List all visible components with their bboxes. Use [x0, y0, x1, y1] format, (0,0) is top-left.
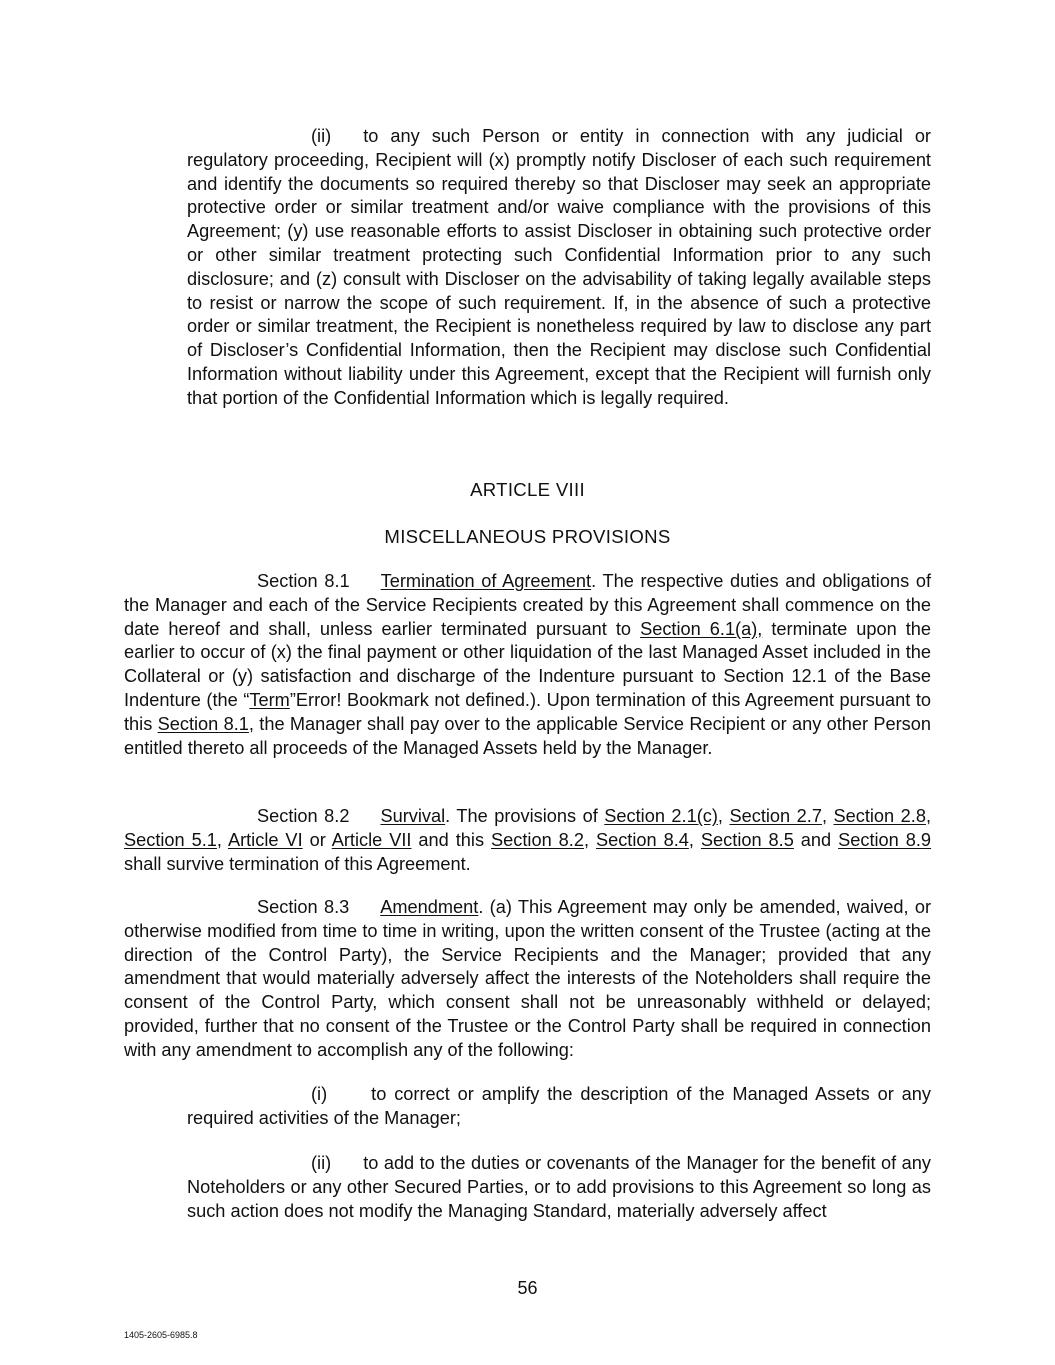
section-number: Section 8.2	[257, 806, 350, 826]
clause-text: to add to the duties or covenants of the Manager for the benefit of any Noteholders or any other Secured Parties, or to add provisions to this Agreement so long as such action does not modify the Managing Standard, materially adversely affect	[187, 1153, 931, 1221]
separator: and this	[411, 829, 492, 850]
separator: ,	[925, 806, 932, 826]
cross-reference-link[interactable]: Section 2.1(c)	[604, 806, 718, 826]
section-text: ”Error! Bookmark not defined.). Upon termination of this Agreement pursuant to this	[124, 689, 931, 734]
separator: and	[793, 829, 839, 850]
section-text: . The respective duties and obligations of the Manager and each of the Service Recipients created by this Agreement shall commence on the date hereof and shall, unless earlier terminated pursuant to	[124, 571, 932, 639]
cross-reference-link[interactable]: Section 8.5	[700, 829, 794, 850]
document-id: 1405-2605-6985.8	[124, 1330, 198, 1340]
cross-reference-link[interactable]: Section 2.7	[729, 806, 822, 826]
continued-clause-ii	[187, 125, 931, 411]
separator: ,	[216, 829, 228, 850]
section-number: Section 8.3	[257, 897, 350, 917]
clause-i	[187, 1083, 931, 1131]
cross-reference-link[interactable]: Section 8.4	[595, 829, 689, 850]
page-number: 56	[517, 1278, 538, 1298]
article-title: ARTICLE VIII	[470, 479, 585, 500]
defined-term: Term	[249, 689, 290, 710]
section-heading: Amendment	[380, 897, 479, 917]
separator: or	[302, 829, 332, 850]
section-text: shall survive termination of this Agreement.	[124, 853, 471, 874]
clause-text: to correct or amplify the description of the Managed Assets or any required activities of the Manager;	[187, 1084, 931, 1128]
cross-reference-link[interactable]: Article VII	[331, 829, 412, 850]
separator: ,	[583, 829, 596, 850]
clause-marker: (ii)	[311, 126, 332, 146]
section-8-3	[124, 896, 931, 1063]
section-8-1	[124, 570, 931, 760]
section-text: terminate upon the earlier to occur of (x) the final payment or other liquidation of the last Managed Asset included in the Collateral or (y) satisfaction and discharge of the Indenture pursuant to Section 12.1 of the Base Indenture (the “	[124, 618, 932, 710]
cross-reference-link[interactable]: Section 2.8	[833, 806, 926, 826]
clause-ii	[187, 1152, 931, 1223]
section-text: . The provisions of	[445, 806, 605, 826]
article-subtitle: MISCELLANEOUS PROVISIONS	[384, 526, 671, 547]
section-heading: Termination of Agreement	[380, 571, 592, 591]
cross-reference-link[interactable]: Section 8.1	[157, 713, 249, 734]
section-text: . (a) This Agreement may only be amended, waived, or otherwise modified from time to time in writing, upon the written consent of the Trustee (acting at the direction of the Control Party), the Service Recipients and the Manager; provided that any amendment that would materially adversely affect the interests of the Noteholders shall require the consent of the Control Party, which consent shall not be unreasonably withheld or delayed; provided, further that no consent of the Trustee or the Control Party shall be required in connection with any amendment to accomplish any of the following:	[124, 897, 931, 1060]
cross-reference-link[interactable]: Section 8.9	[838, 829, 932, 850]
cross-reference-link[interactable]: Section 6.1(a),	[640, 618, 763, 639]
section-number: Section 8.1	[257, 571, 350, 591]
cross-reference-link[interactable]: Article VI	[227, 829, 303, 850]
section-heading: Survival	[380, 806, 446, 826]
section-8-2	[124, 805, 931, 876]
separator: ,	[688, 829, 701, 850]
cross-reference-link[interactable]: Section 5.1	[124, 829, 217, 850]
clause-marker: (ii)	[311, 1153, 332, 1173]
separator: ,	[717, 806, 730, 826]
cross-reference-link[interactable]: Section 8.2	[491, 829, 584, 850]
clause-marker: (i)	[311, 1084, 328, 1104]
section-text: , the Manager shall pay over to the applicable Service Recipient or any other Person entitled thereto all proceeds of the Managed Assets held by the Manager.	[124, 713, 932, 758]
separator: ,	[821, 806, 834, 826]
clause-text: to any such Person or entity in connection with any judicial or regulatory proceeding, Recipient will (x) promptly notify Discloser of each such requirement and identify the documents so required thereby so that Discloser may seek an appropriate protective order or similar treatment and/or waive compliance with the provisions of this Agreement; (y) use reasonable efforts to assist Discloser in obtaining such protective order or other similar treatment protecting such Confidential Information prior to any such disclosure; and (z) consult with Discloser on the advisability of taking legally available steps to resist or narrow the scope of such requirement. If, in the absence of such a protective order or similar treatment, the Recipient is nonetheless required by law to disclose any part of Discloser’s Confidential Information, then the Recipient may disclose such Confidential Information without liability under this Agreement, except that the Recipient will furnish only that portion of the Confidential Information which is legally required.	[187, 126, 931, 408]
